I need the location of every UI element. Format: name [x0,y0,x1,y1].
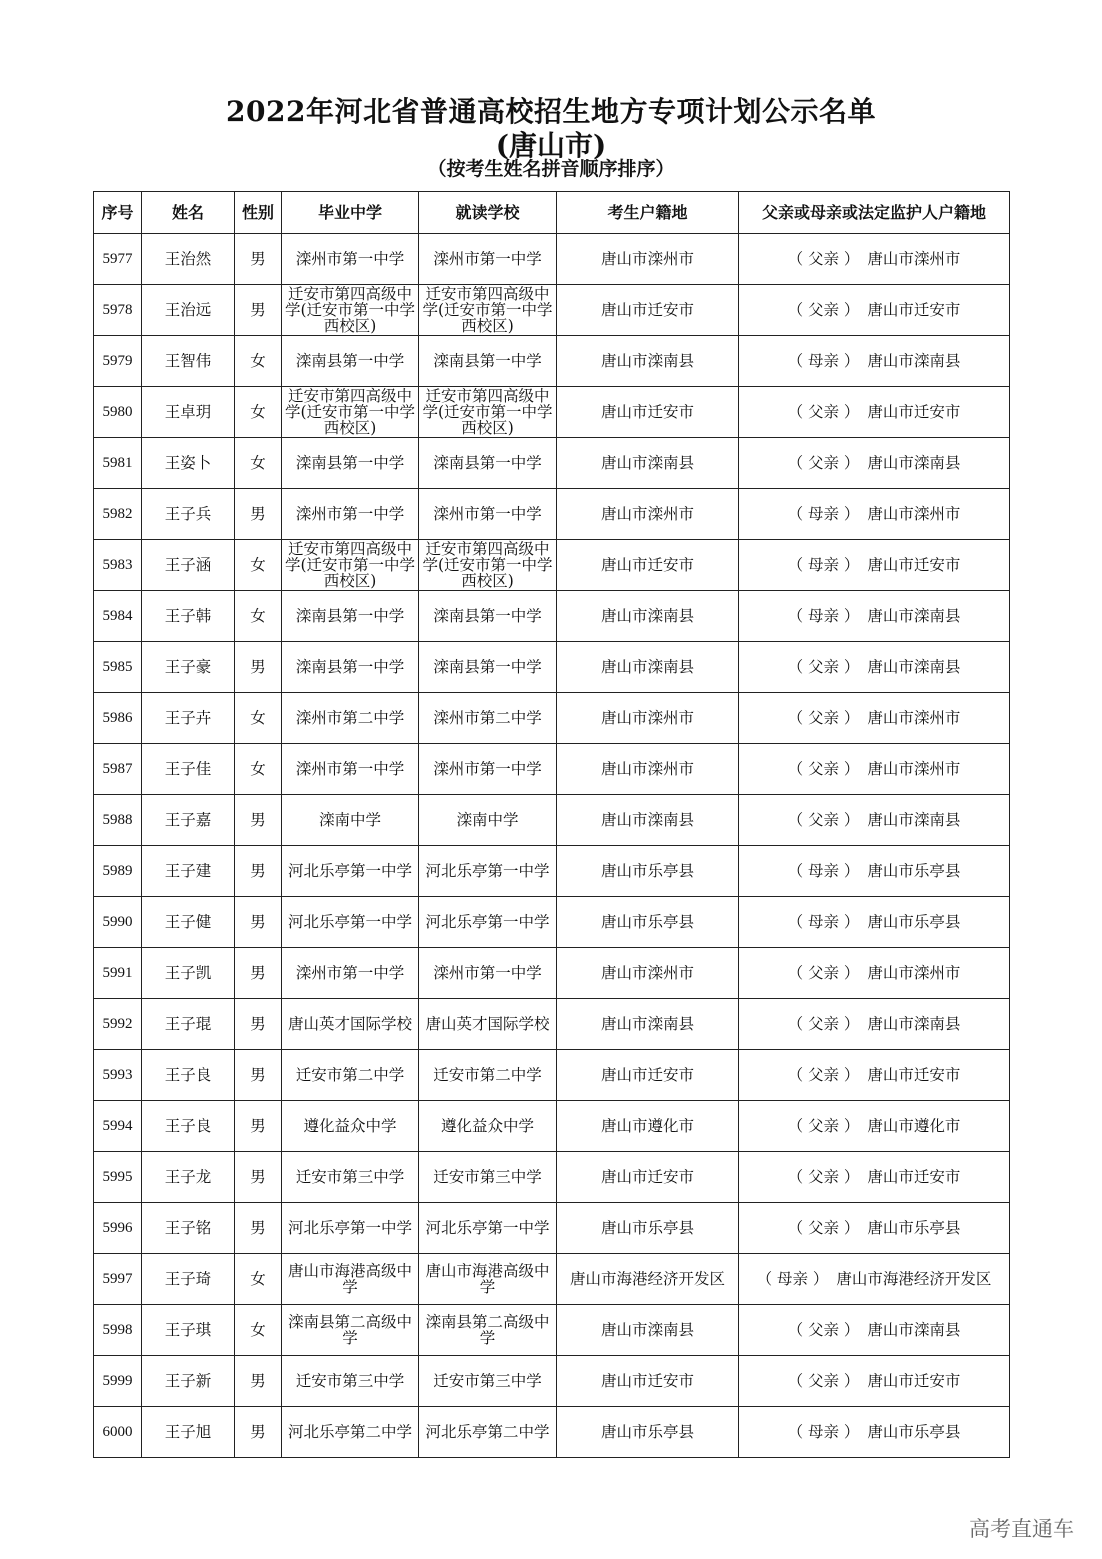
cell-hukou: 唐山市迁安市 [557,387,739,438]
cell-study-school: 河北乐亭第一中学 [419,846,557,897]
table-row [94,1152,1010,1203]
cell-grad-school: 迁安市第四高级中学(迁安市第一中学西校区) [282,285,419,336]
parent-hukou-value: 唐山市乐亭县 [867,862,961,880]
cell-parent-hukou [739,1305,1010,1356]
relation-label: （ 母亲 ） [787,1423,860,1441]
cell-hukou: 唐山市迁安市 [557,540,739,591]
cell-parent-hukou [739,438,1010,489]
cell-no: 5986 [94,693,142,744]
cell-grad-school: 迁安市第四高级中学(迁安市第一中学西校区) [282,540,419,591]
cell-parent-hukou [739,1356,1010,1407]
cell-no: 5981 [94,438,142,489]
relation-label: （ 父亲 ） [787,964,860,982]
table-row [94,693,1010,744]
table-header-row [94,192,1010,234]
table-row [94,795,1010,846]
table-row [94,1254,1010,1305]
cell-no: 5989 [94,846,142,897]
cell-study-school: 迁安市第四高级中学(迁安市第一中学西校区) [419,387,557,438]
cell-no: 5978 [94,285,142,336]
cell-study-school: 滦州市第一中学 [419,744,557,795]
cell-gender: 男 [235,1152,282,1203]
cell-study-school: 滦州市第一中学 [419,948,557,999]
table-row [94,387,1010,438]
parent-hukou-value: 唐山市迁安市 [867,403,961,421]
cell-parent-hukou [739,642,1010,693]
relation-label: （ 父亲 ） [787,1066,860,1084]
parent-hukou-value: 唐山市海港经济开发区 [836,1270,992,1288]
parent-hukou-value: 唐山市滦南县 [867,607,961,625]
cell-parent-hukou [739,1050,1010,1101]
cell-name: 王子良 [142,1101,235,1152]
cell-hukou: 唐山市滦南县 [557,1305,739,1356]
parent-hukou-value: 唐山市滦州市 [867,709,961,727]
cell-study-school: 滦南县第一中学 [419,336,557,387]
cell-parent-hukou [739,336,1010,387]
relation-label: （ 母亲 ） [787,913,860,931]
table-row [94,336,1010,387]
table-row [94,948,1010,999]
parent-hukou-value: 唐山市滦南县 [867,1015,961,1033]
cell-parent-hukou [739,387,1010,438]
parent-hukou-value: 唐山市滦南县 [867,352,961,370]
cell-name: 王子旭 [142,1407,235,1458]
cell-grad-school: 滦南县第一中学 [282,642,419,693]
cell-study-school: 滦南县第一中学 [419,642,557,693]
sort-note: （按考生姓名拼音顺序排序） [427,158,675,180]
cell-gender: 男 [235,489,282,540]
table-row [94,1356,1010,1407]
table-row [94,591,1010,642]
cell-name: 王子兵 [142,489,235,540]
cell-name: 王子新 [142,1356,235,1407]
cell-name: 王子卉 [142,693,235,744]
cell-name: 王子龙 [142,1152,235,1203]
cell-name: 王子琪 [142,1305,235,1356]
parent-hukou-value: 唐山市滦州市 [867,250,961,268]
cell-no: 5990 [94,897,142,948]
cell-study-school: 滦南县第一中学 [419,591,557,642]
cell-gender: 男 [235,846,282,897]
header-grad-school: 毕业中学 [282,192,419,234]
cell-grad-school: 滦州市第一中学 [282,234,419,285]
parent-hukou-value: 唐山市滦南县 [867,454,961,472]
cell-no: 5984 [94,591,142,642]
cell-grad-school: 河北乐亭第一中学 [282,1203,419,1254]
relation-label: （ 父亲 ） [787,1015,860,1033]
cell-grad-school: 迁安市第四高级中学(迁安市第一中学西校区) [282,387,419,438]
table-row [94,642,1010,693]
table-row [94,234,1010,285]
cell-hukou: 唐山市滦州市 [557,744,739,795]
parent-hukou-value: 唐山市乐亭县 [867,1219,961,1237]
cell-gender: 女 [235,438,282,489]
cell-gender: 男 [235,285,282,336]
parent-hukou-value: 唐山市遵化市 [867,1117,961,1135]
parent-hukou-value: 唐山市迁安市 [867,1372,961,1390]
cell-grad-school: 滦南县第一中学 [282,591,419,642]
cell-gender: 女 [235,693,282,744]
cell-no: 5979 [94,336,142,387]
cell-grad-school: 滦州市第一中学 [282,489,419,540]
cell-study-school: 滦南中学 [419,795,557,846]
cell-gender: 男 [235,1101,282,1152]
cell-gender: 男 [235,234,282,285]
cell-gender: 男 [235,1203,282,1254]
header-parent-hukou: 父亲或母亲或法定监护人户籍地 [739,192,1010,234]
cell-hukou: 唐山市乐亭县 [557,846,739,897]
table-row [94,1203,1010,1254]
cell-study-school: 滦南县第一中学 [419,438,557,489]
cell-no: 5977 [94,234,142,285]
relation-label: （ 父亲 ） [787,403,860,421]
cell-gender: 男 [235,795,282,846]
cell-hukou: 唐山市迁安市 [557,1356,739,1407]
cell-study-school: 河北乐亭第二中学 [419,1407,557,1458]
relation-label: （ 父亲 ） [787,709,860,727]
cell-no: 5982 [94,489,142,540]
cell-no: 5987 [94,744,142,795]
cell-no: 5998 [94,1305,142,1356]
cell-study-school: 迁安市第四高级中学(迁安市第一中学西校区) [419,285,557,336]
cell-name: 王子建 [142,846,235,897]
parent-hukou-value: 唐山市迁安市 [867,1066,961,1084]
cell-hukou: 唐山市乐亭县 [557,1407,739,1458]
cell-study-school: 滦南县第二高级中学 [419,1305,557,1356]
cell-grad-school: 滦州市第二中学 [282,693,419,744]
cell-parent-hukou [739,489,1010,540]
cell-grad-school: 滦南县第二高级中学 [282,1305,419,1356]
cell-gender: 男 [235,1407,282,1458]
cell-no: 5991 [94,948,142,999]
cell-grad-school: 滦州市第一中学 [282,744,419,795]
cell-name: 王子良 [142,1050,235,1101]
cell-gender: 男 [235,1050,282,1101]
parent-hukou-value: 唐山市滦州市 [867,964,961,982]
table-row [94,999,1010,1050]
cell-grad-school: 迁安市第三中学 [282,1152,419,1203]
relation-label: （ 父亲 ） [787,658,860,676]
cell-grad-school: 迁安市第二中学 [282,1050,419,1101]
relation-label: （ 父亲 ） [787,1168,860,1186]
table-row [94,846,1010,897]
table-row [94,1407,1010,1458]
cell-name: 王子铭 [142,1203,235,1254]
table-row [94,489,1010,540]
page-subtitle: (唐山市) [495,129,607,162]
cell-name: 王子韩 [142,591,235,642]
parent-hukou-value: 唐山市迁安市 [867,556,961,574]
cell-study-school: 唐山市海港高级中学 [419,1254,557,1305]
cell-hukou: 唐山市滦州市 [557,489,739,540]
cell-study-school: 迁安市第二中学 [419,1050,557,1101]
header-no: 序号 [94,192,142,234]
cell-grad-school: 河北乐亭第二中学 [282,1407,419,1458]
cell-parent-hukou [739,1254,1010,1305]
cell-gender: 女 [235,591,282,642]
cell-grad-school: 滦南县第一中学 [282,438,419,489]
parent-hukou-value: 唐山市迁安市 [867,301,961,319]
cell-no: 5983 [94,540,142,591]
parent-hukou-value: 唐山市滦南县 [867,811,961,829]
cell-name: 王子涵 [142,540,235,591]
parent-hukou-value: 唐山市乐亭县 [867,1423,961,1441]
cell-study-school: 滦州市第二中学 [419,693,557,744]
relation-label: （ 母亲 ） [756,1270,829,1288]
header-hukou: 考生户籍地 [557,192,739,234]
cell-no: 5993 [94,1050,142,1101]
header-gender: 性别 [235,192,282,234]
relation-label: （ 父亲 ） [787,1117,860,1135]
cell-gender: 男 [235,948,282,999]
table-row [94,285,1010,336]
parent-hukou-value: 唐山市乐亭县 [867,913,961,931]
cell-study-school: 迁安市第四高级中学(迁安市第一中学西校区) [419,540,557,591]
cell-name: 王子佳 [142,744,235,795]
cell-study-school: 滦州市第一中学 [419,234,557,285]
cell-hukou: 唐山市滦南县 [557,591,739,642]
cell-no: 5985 [94,642,142,693]
table-row [94,897,1010,948]
relation-label: （ 父亲 ） [787,811,860,829]
cell-name: 王姿卜 [142,438,235,489]
cell-no: 5988 [94,795,142,846]
cell-study-school: 唐山英才国际学校 [419,999,557,1050]
parent-hukou-value: 唐山市滦州市 [867,505,961,523]
cell-no: 5994 [94,1101,142,1152]
cell-parent-hukou [739,540,1010,591]
cell-grad-school: 滦南县第一中学 [282,336,419,387]
cell-parent-hukou [739,1101,1010,1152]
cell-gender: 女 [235,336,282,387]
table-row [94,744,1010,795]
cell-hukou: 唐山市滦南县 [557,999,739,1050]
cell-gender: 男 [235,897,282,948]
cell-parent-hukou [739,591,1010,642]
cell-hukou: 唐山市海港经济开发区 [557,1254,739,1305]
cell-study-school: 滦州市第一中学 [419,489,557,540]
cell-grad-school: 迁安市第三中学 [282,1356,419,1407]
cell-hukou: 唐山市滦南县 [557,336,739,387]
cell-name: 王治然 [142,234,235,285]
table-row [94,1050,1010,1101]
cell-gender: 女 [235,744,282,795]
table-row [94,540,1010,591]
cell-name: 王子健 [142,897,235,948]
page-title: 2022年河北省普通高校招生地方专项计划公示名单 [226,95,876,128]
cell-gender: 女 [235,540,282,591]
cell-name: 王子琨 [142,999,235,1050]
cell-study-school: 河北乐亭第一中学 [419,897,557,948]
cell-name: 王子琦 [142,1254,235,1305]
header-study-school: 就读学校 [419,192,557,234]
relation-label: （ 父亲 ） [787,1372,860,1390]
relation-label: （ 父亲 ） [787,1219,860,1237]
cell-name: 王子豪 [142,642,235,693]
cell-parent-hukou [739,948,1010,999]
cell-gender: 男 [235,642,282,693]
cell-name: 王子凯 [142,948,235,999]
cell-hukou: 唐山市滦南县 [557,795,739,846]
cell-no: 5995 [94,1152,142,1203]
cell-gender: 男 [235,1356,282,1407]
parent-hukou-value: 唐山市滦南县 [867,1321,961,1339]
cell-parent-hukou [739,846,1010,897]
parent-hukou-value: 唐山市滦州市 [867,760,961,778]
cell-grad-school: 河北乐亭第一中学 [282,897,419,948]
cell-no: 6000 [94,1407,142,1458]
cell-parent-hukou [739,795,1010,846]
cell-parent-hukou [739,897,1010,948]
cell-hukou: 唐山市乐亭县 [557,897,739,948]
cell-no: 5996 [94,1203,142,1254]
table-row [94,1101,1010,1152]
cell-study-school: 迁安市第三中学 [419,1356,557,1407]
parent-hukou-value: 唐山市迁安市 [867,1168,961,1186]
cell-parent-hukou [739,1152,1010,1203]
table-row [94,438,1010,489]
cell-name: 王卓玥 [142,387,235,438]
cell-grad-school: 滦州市第一中学 [282,948,419,999]
cell-parent-hukou [739,693,1010,744]
cell-grad-school: 滦南中学 [282,795,419,846]
cell-parent-hukou [739,1203,1010,1254]
relation-label: （ 母亲 ） [787,607,860,625]
cell-parent-hukou [739,1407,1010,1458]
cell-hukou: 唐山市滦南县 [557,438,739,489]
relation-label: （ 父亲 ） [787,301,860,319]
cell-hukou: 唐山市迁安市 [557,1050,739,1101]
table-row [94,1305,1010,1356]
cell-gender: 女 [235,1254,282,1305]
cell-hukou: 唐山市滦州市 [557,234,739,285]
relation-label: （ 父亲 ） [787,454,860,472]
relation-label: （ 父亲 ） [787,250,860,268]
relation-label: （ 母亲 ） [787,556,860,574]
cell-hukou: 唐山市迁安市 [557,285,739,336]
cell-hukou: 唐山市乐亭县 [557,1203,739,1254]
cell-parent-hukou [739,234,1010,285]
cell-gender: 女 [235,1305,282,1356]
cell-hukou: 唐山市迁安市 [557,1152,739,1203]
cell-gender: 女 [235,387,282,438]
cell-no: 5999 [94,1356,142,1407]
cell-name: 王治远 [142,285,235,336]
cell-grad-school: 唐山市海港高级中学 [282,1254,419,1305]
cell-hukou: 唐山市滦州市 [557,948,739,999]
cell-name: 王子嘉 [142,795,235,846]
cell-grad-school: 遵化益众中学 [282,1101,419,1152]
cell-study-school: 迁安市第三中学 [419,1152,557,1203]
cell-no: 5997 [94,1254,142,1305]
cell-name: 王智伟 [142,336,235,387]
cell-study-school: 遵化益众中学 [419,1101,557,1152]
relation-label: （ 母亲 ） [787,352,860,370]
cell-grad-school: 唐山英才国际学校 [282,999,419,1050]
cell-study-school: 河北乐亭第一中学 [419,1203,557,1254]
cell-gender: 男 [235,999,282,1050]
cell-hukou: 唐山市遵化市 [557,1101,739,1152]
relation-label: （ 母亲 ） [787,862,860,880]
relation-label: （ 父亲 ） [787,760,860,778]
cell-hukou: 唐山市滦州市 [557,693,739,744]
cell-no: 5992 [94,999,142,1050]
cell-parent-hukou [739,285,1010,336]
cell-no: 5980 [94,387,142,438]
parent-hukou-value: 唐山市滦南县 [867,658,961,676]
relation-label: （ 父亲 ） [787,1321,860,1339]
relation-label: （ 母亲 ） [787,505,860,523]
cell-parent-hukou [739,744,1010,795]
cell-hukou: 唐山市滦南县 [557,642,739,693]
cell-grad-school: 河北乐亭第一中学 [282,846,419,897]
watermark: 高考直通车 [969,1517,1074,1541]
header-name: 姓名 [142,192,235,234]
cell-parent-hukou [739,999,1010,1050]
admission-table [93,191,1010,1458]
